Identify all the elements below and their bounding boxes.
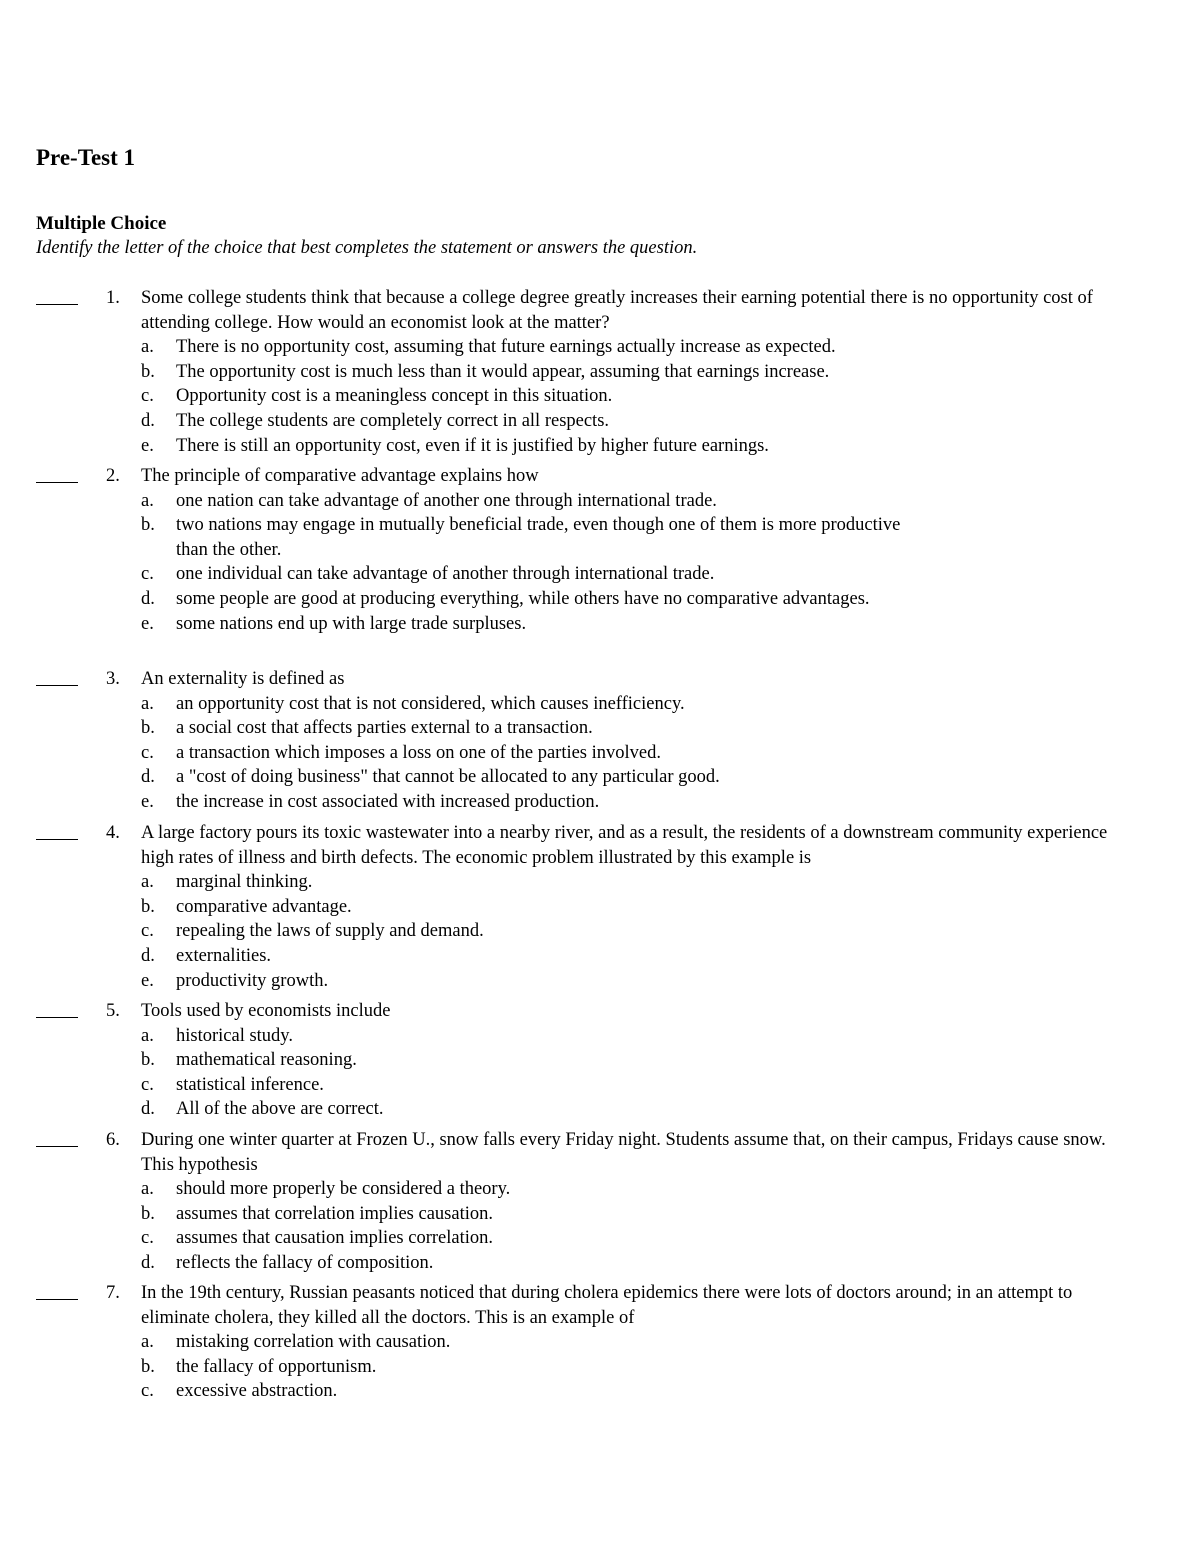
choice-e	[141, 969, 1141, 994]
choice-d	[141, 765, 1141, 790]
choice-text: a "cost of doing business" that cannot be allocated to any particular good.	[176, 767, 720, 788]
choice-a	[141, 692, 1141, 717]
choice-text: some people are good at producing everything, while others have no comparative advantages.	[176, 588, 870, 609]
question-number: 6.	[106, 1130, 120, 1150]
question-number: 1.	[106, 288, 120, 308]
choice-letter: c.	[141, 1381, 154, 1402]
choice-letter: c.	[141, 1074, 154, 1095]
choice-text: one individual can take advantage of another through international trade.	[176, 564, 715, 585]
choice-e	[141, 434, 1141, 459]
choice-text: one nation can take advantage of another one through international trade.	[176, 490, 717, 511]
choice-letter: b.	[141, 718, 155, 739]
choice-c	[141, 919, 1141, 944]
choice-text: Opportunity cost is a meaningless concept in this situation.	[176, 386, 613, 407]
choice-letter: a.	[141, 337, 154, 358]
question-5	[0, 999, 1200, 1122]
question-text: Tools used by economists include	[141, 1001, 391, 1021]
choice-letter: d.	[141, 767, 155, 788]
choice-text: historical study.	[176, 1025, 293, 1046]
choice-text: There is still an opportunity cost, even if it is justified by higher future earnings.	[176, 435, 769, 456]
question-1	[0, 286, 1200, 458]
choice-letter: b.	[141, 896, 155, 917]
choice-c	[141, 562, 1141, 587]
answer-blank[interactable]	[36, 1017, 78, 1018]
answer-blank[interactable]	[36, 839, 78, 840]
choice-b	[141, 1048, 1141, 1073]
choice-letter: b.	[141, 1356, 155, 1377]
choice-letter: a.	[141, 490, 154, 511]
choice-text: The college students are completely correct in all respects.	[176, 410, 610, 431]
choice-letter: a.	[141, 1179, 154, 1200]
choice-text: assumes that causation implies correlation.	[176, 1228, 493, 1249]
choice-letter: b.	[141, 1203, 155, 1224]
question-2	[0, 464, 1200, 636]
choice-letter: b.	[141, 515, 155, 536]
choice-text: should more properly be considered a theory.	[176, 1179, 511, 1200]
choice-c	[141, 384, 1141, 409]
choice-text: All of the above are correct.	[176, 1099, 384, 1120]
choice-text: a social cost that affects parties external to a transaction.	[176, 718, 593, 739]
choice-c	[141, 741, 1141, 766]
choice-letter: a.	[141, 1332, 154, 1353]
choice-text: the fallacy of opportunism.	[176, 1356, 377, 1377]
answer-blank[interactable]	[36, 1299, 78, 1300]
choice-text: repealing the laws of supply and demand.	[176, 921, 484, 942]
choice-text: comparative advantage.	[176, 896, 352, 917]
choice-text: two nations may engage in mutually beneficial trade, even though one of them is more productive than the other.	[176, 515, 901, 560]
question-7	[0, 1281, 1200, 1404]
choice-letter: c.	[141, 742, 154, 763]
question-3	[0, 667, 1200, 815]
question-text: An externality is defined as	[141, 669, 345, 689]
answer-blank[interactable]	[36, 1146, 78, 1147]
choice-a	[141, 1177, 1141, 1202]
choice-e	[141, 612, 1141, 637]
choice-text: an opportunity cost that is not considered, which causes inefficiency.	[176, 693, 685, 714]
choice-letter: e.	[141, 435, 154, 456]
choice-text: the increase in cost associated with increased production.	[176, 791, 600, 812]
choice-text: productivity growth.	[176, 970, 329, 991]
choice-b	[141, 716, 1141, 741]
question-text: During one winter quarter at Frozen U., snow falls every Friday night. Students assume that, on their campus, Fridays cause snow. This hypothesis	[141, 1130, 1106, 1175]
choice-text: mistaking correlation with causation.	[176, 1332, 451, 1353]
question-number: 2.	[106, 466, 120, 486]
choice-text: marginal thinking.	[176, 872, 313, 893]
choice-d	[141, 409, 1141, 434]
choice-letter: c.	[141, 386, 154, 407]
choice-text: statistical inference.	[176, 1074, 324, 1095]
choice-letter: e.	[141, 791, 154, 812]
choice-letter: a.	[141, 693, 154, 714]
answer-blank[interactable]	[36, 685, 78, 686]
choice-a	[141, 335, 1141, 360]
choice-c	[141, 1073, 1141, 1098]
choice-d	[141, 1097, 1141, 1122]
question-6	[0, 1128, 1200, 1276]
choice-c	[141, 1226, 1141, 1251]
choice-a	[141, 870, 1141, 895]
question-number: 4.	[106, 823, 120, 843]
choice-b	[141, 1202, 1141, 1227]
choice-d	[141, 944, 1141, 969]
choice-b	[141, 360, 1141, 385]
choice-letter: d.	[141, 1252, 155, 1273]
choice-d	[141, 1251, 1141, 1276]
question-text: Some college students think that because a college degree greatly increases their earning potential there is no opportunity cost of attending college. How would an economist look at the matter?	[141, 288, 1093, 333]
choice-letter: c.	[141, 921, 154, 942]
choice-letter: a.	[141, 1025, 154, 1046]
choice-text: There is no opportunity cost, assuming that future earnings actually increase as expected.	[176, 337, 836, 358]
question-number: 7.	[106, 1283, 120, 1303]
instructions: Identify the letter of the choice that best completes the statement or answers the question.	[36, 238, 698, 258]
choice-letter: b.	[141, 1050, 155, 1071]
choice-text: reflects the fallacy of composition.	[176, 1252, 434, 1273]
answer-blank[interactable]	[36, 482, 78, 483]
choice-letter: e.	[141, 970, 154, 991]
choice-text: some nations end up with large trade surpluses.	[176, 613, 527, 634]
section-heading: Multiple Choice	[36, 213, 167, 234]
choice-letter: d.	[141, 1099, 155, 1120]
choice-b	[141, 513, 936, 562]
choice-letter: e.	[141, 613, 154, 634]
page-title: Pre-Test 1	[36, 145, 136, 170]
choice-letter: c.	[141, 1228, 154, 1249]
choice-text: a transaction which imposes a loss on one of the parties involved.	[176, 742, 662, 763]
question-4	[0, 821, 1200, 993]
choice-text: mathematical reasoning.	[176, 1050, 357, 1071]
choice-d	[141, 587, 936, 612]
choice-text: excessive abstraction.	[176, 1381, 338, 1402]
choice-letter: d.	[141, 410, 155, 431]
choice-letter: b.	[141, 361, 155, 382]
question-number: 5.	[106, 1001, 120, 1021]
choice-letter: c.	[141, 564, 154, 585]
choice-letter: d.	[141, 945, 155, 966]
choice-text: externalities.	[176, 945, 272, 966]
question-text: A large factory pours its toxic wastewater into a nearby river, and as a result, the residents of a downstream community experience high rates of illness and birth defects. The economic problem illustrated by this example is	[141, 823, 1108, 868]
question-text: In the 19th century, Russian peasants noticed that during cholera epidemics there were lots of doctors around; in an attempt to eliminate cholera, they killed all the doctors. This is an example of	[141, 1283, 1073, 1328]
choice-b	[141, 895, 1141, 920]
choice-letter: d.	[141, 588, 155, 609]
choice-text: assumes that correlation implies causation.	[176, 1203, 493, 1224]
choice-text: The opportunity cost is much less than it would appear, assuming that earnings increase.	[176, 361, 830, 382]
choice-a	[141, 489, 1141, 514]
choice-b	[141, 1355, 1141, 1380]
choice-a	[141, 1024, 1141, 1049]
choice-letter: a.	[141, 872, 154, 893]
question-number: 3.	[106, 669, 120, 689]
question-text: The principle of comparative advantage explains how	[141, 466, 539, 486]
answer-blank[interactable]	[36, 304, 78, 305]
choice-a	[141, 1330, 1141, 1355]
choice-c	[141, 1379, 1141, 1404]
choice-e	[141, 790, 1141, 815]
